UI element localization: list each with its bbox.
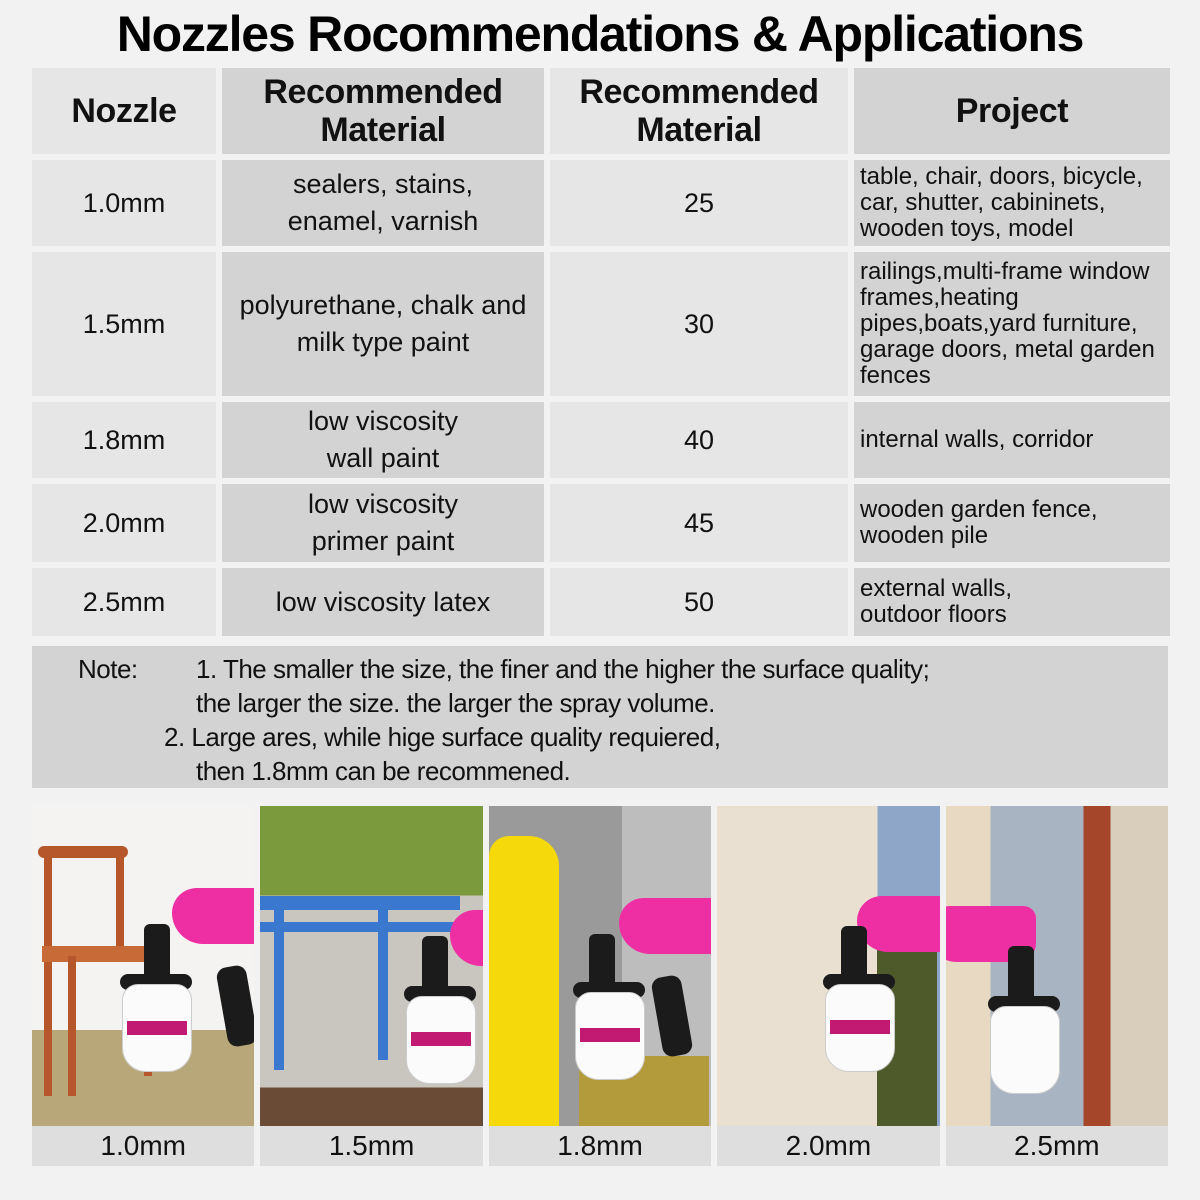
header-project: Project [854,68,1170,154]
row-5-project-text: external walls, outdoor floors [860,575,1013,628]
row-4-nozzle: 2.0mm [32,484,216,562]
row-2-material [222,252,544,396]
photo-card-4 [717,806,939,1166]
note-line-1: 1. The smaller the size, the finer and the higher the surface quality; [196,654,930,684]
photo-fence-image [717,806,939,1126]
header-material-value [550,68,848,154]
row-2-value: 30 [550,252,848,396]
application-photos [32,806,1168,1166]
photo-caption-1: 1.0mm [32,1126,254,1166]
header-material-value-label: Recommended Material [579,73,819,149]
photo-card-3 [489,806,711,1166]
nozzle-table [32,68,1168,636]
photo-card-5 [946,806,1168,1166]
row-2-project [854,252,1170,396]
photo-railing-image [260,806,482,1126]
row-3-value: 40 [550,402,848,478]
photo-caption-5: 2.5mm [946,1126,1168,1166]
photo-caption-4: 2.0mm [717,1126,939,1166]
row-3-project: internal walls, corridor [854,402,1170,478]
row-3-material-text: low viscosity wall paint [307,406,459,473]
row-5-nozzle: 2.5mm [32,568,216,636]
note-line-4: then 1.8mm can be recommened. [196,756,571,786]
row-1-material [222,160,544,246]
row-1-nozzle: 1.0mm [32,160,216,246]
note-label: Note: [78,654,138,684]
row-4-material-text: low viscosity primer paint [307,489,459,556]
row-1-value: 25 [550,160,848,246]
row-2-project-text: railings,multi-frame window frames,heating pipes,boats,yard furniture, garage doors, metal garden fences [860,258,1155,389]
photo-caption-2: 1.5mm [260,1126,482,1166]
photo-card-2 [260,806,482,1166]
note-line-3: 2. Large ares, while hige surface quality requiered, [164,722,721,752]
photo-card-1 [32,806,254,1166]
row-4-project [854,484,1170,562]
note-line-2: the larger the size. the larger the spray volume. [196,688,715,718]
photo-caption-3: 1.8mm [489,1126,711,1166]
row-4-value: 45 [550,484,848,562]
row-1-project [854,160,1170,246]
row-4-material [222,484,544,562]
page-title: Nozzles Rocommendations & Applications [116,6,1084,62]
photo-chair-image [32,806,254,1126]
header-material-label: Recommended Material [263,73,503,149]
row-5-material: low viscosity latex [222,568,544,636]
row-1-material-text: sealers, stains, enamel, varnish [287,169,479,236]
row-3-nozzle: 1.8mm [32,402,216,478]
header-material [222,68,544,154]
row-4-project-text: wooden garden fence, wooden pile [860,496,1098,549]
row-5-value: 50 [550,568,848,636]
row-2-material-text: polyurethane, chalk and milk type paint [239,290,527,357]
row-3-material [222,402,544,478]
note-box [32,646,1168,788]
row-1-project-text: table, chair, doors, bicycle, car, shutter, cabininets, wooden toys, model [860,163,1143,242]
photo-external-wall-image [946,806,1168,1126]
row-2-nozzle: 1.5mm [32,252,216,396]
header-nozzle: Nozzle [32,68,216,154]
row-5-project [854,568,1170,636]
photo-yellow-wall-image [489,806,711,1126]
